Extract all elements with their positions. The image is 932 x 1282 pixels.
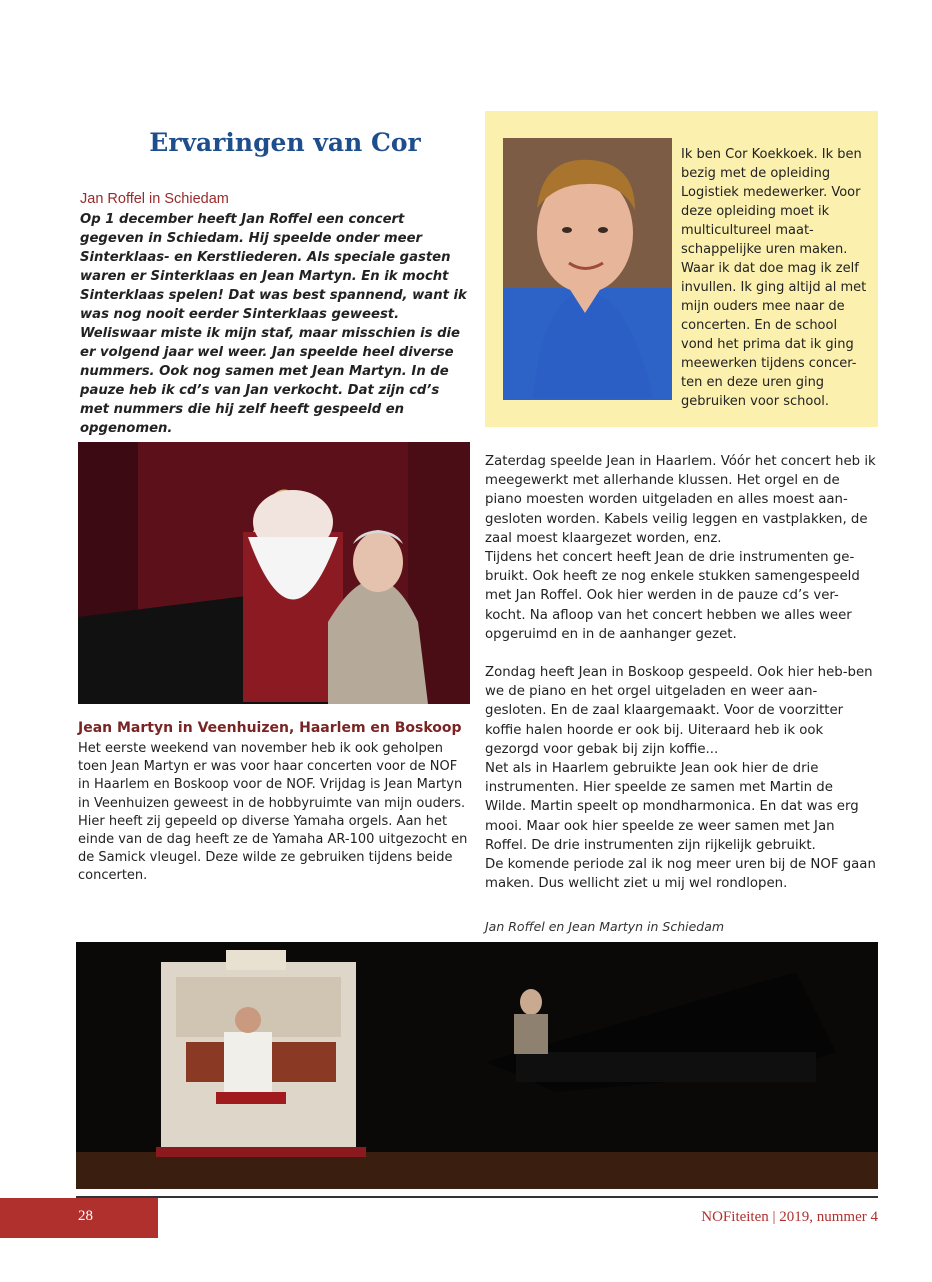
photo-caption: Jan Roffel en Jean Martyn in Schiedam	[485, 919, 725, 934]
section-heading-schiedam: Jan Roffel in Schiedam	[80, 191, 229, 207]
paragraph-instruments: Net als in Haarlem gebruikte Jean ook hier de drie instrumenten. Hier speelde ze samen met Martin de Wilde. Martin speelt op mondharmonica. En dat was erg mooi. Maar ook hier speelde ze weer samen met Jan Roffel. De drie instrumenten zijn rijkelijk gebruikt.	[485, 761, 859, 853]
sinterklaas-photo	[78, 442, 470, 704]
section-paragraph-schiedam: Op 1 december heeft Jan Roffel een concert gegeven in Schiedam. Hij speelde onder meer Sinterklaas- en Kerstliederen. Als speciale gasten waren er Sinterklaas en Jean Martyn. En ik mocht Sinterklaas spelen! Dat was best spannend, want ik was nog nooit eerder Sinterklaas geweest. Weliswaar miste ik mijn staf, maar misschien is die er volgend jaar wel weer. Jan speelde heel diverse nummers. Ook nog samen met Jean Martyn. In de pauze heb ik cd’s van Jan verkocht. Dat zijn cd’s met nummers die hij zelf heeft gespeeld en opgenomen.	[80, 212, 467, 436]
paragraph-boskoop: Zondag heeft Jean in Boskoop gespeeld. Ook hier heb-ben we de piano en het orgel uitgeladen en weer aan-gesloten. En de zaal klaargemaakt. Voor de voorzitter koffie halen hoorde er ook bij. Uiteraard heb ik ook gezorgd voor gebak bij zijn koffie...	[485, 665, 873, 757]
publication-info: NOFiteiten | 2019, nummer 4	[701, 1209, 878, 1225]
paragraph-haarlem: Zaterdag speelde Jean in Haarlem. Vóór het concert heb ik meegewerkt met allerhande klussen. Het orgel en de piano moesten worden uitgeladen en alles moest aan-gesloten worden. Kabels veilig leggen en vastplakken, de zaal moest klaargezet worden, enz.	[485, 454, 876, 546]
section-heading-jean-martyn: Jean Martyn in Veenhuizen, Haarlem en Boskoop	[78, 720, 462, 736]
paragraph-concert: Tijdens het concert heeft Jean de drie instrumenten ge-bruikt. Ook heeft ze nog enkele stukken samengespeeld met Jan Roffel. Ook hier werden in de pauze cd’s ver-kocht. Na afloop van het concert hebben we alles weer opgeruimd en in de aanhanger gezet.	[485, 550, 860, 642]
right-column	[485, 452, 877, 893]
section-paragraph-jean-martyn: Het eerste weekend van november heb ik ook geholpen toen Jean Martyn er was voor haar concerten voor de NOF in Haarlem en Boskoop voor de NOF. Vrijdag is Jean Martyn in Veenhuizen geweest in de hobbyruimte van mijn ouders. Hier heeft zij gepeeld op diverse Yamaha orgels. Aan het einde van de dag heeft ze de Yamaha AR-100 uitgezocht en de Samick vleugel. Deze wilde ze gebruiken tijdens beide concerten.	[78, 741, 468, 884]
concert-photo	[76, 942, 878, 1189]
intro-text: Ik ben Cor Koekkoek. Ik ben bezig met de opleiding Logistiek medewerker. Voor deze opleiding moet ik multicultureel maat-schappelijke uren maken. Waar ik dat doe mag ik zelf invullen. Ik ging altijd al met mijn ouders mee naar de concerten. En de school vond het prima dat ik ging meewerken tijdens concer-ten en deze uren ging gebruiken voor school.	[681, 147, 867, 409]
portrait-photo	[503, 138, 672, 400]
page-title: Ervaringen van Cor	[149, 128, 421, 157]
footer-rule	[76, 1196, 878, 1198]
paragraph-closing: De komende periode zal ik nog meer uren bij de NOF gaan maken. Dus wellicht ziet u mij wel rondlopen.	[485, 857, 876, 892]
page-number: 28	[78, 1208, 93, 1224]
